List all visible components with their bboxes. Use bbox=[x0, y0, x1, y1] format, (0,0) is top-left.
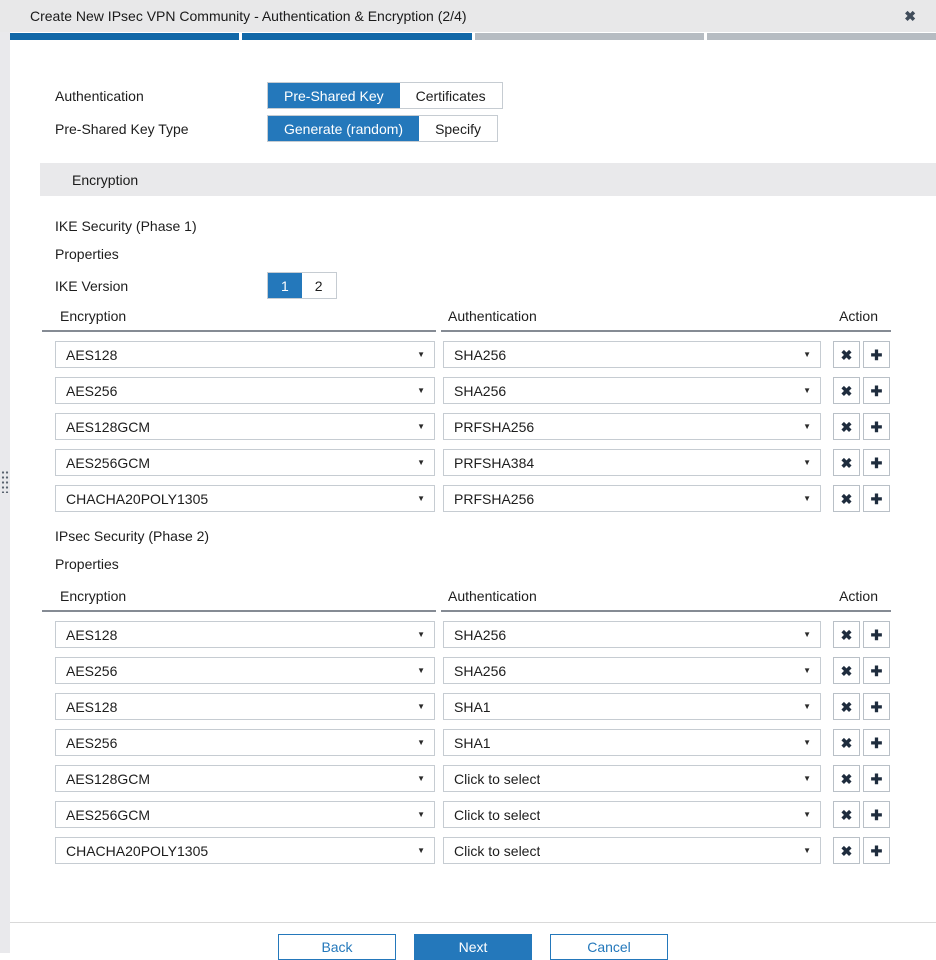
add-row-button[interactable] bbox=[863, 765, 890, 792]
phase2-table-header bbox=[42, 588, 891, 612]
phase1-column-action: Action bbox=[839, 308, 878, 324]
encryption-dropdown[interactable] bbox=[55, 485, 435, 512]
chevron-down-icon: ▼ bbox=[803, 630, 811, 639]
encryption-value: AES256 bbox=[66, 382, 118, 399]
remove-icon: ✖ bbox=[840, 734, 853, 751]
remove-icon: ✖ bbox=[840, 454, 853, 471]
chevron-down-icon: ▼ bbox=[417, 846, 425, 855]
table-row bbox=[55, 485, 936, 512]
encryption-value: AES128 bbox=[66, 346, 118, 363]
phase1-header-right bbox=[441, 308, 891, 332]
encryption-value: CHACHA20POLY1305 bbox=[66, 842, 209, 859]
chevron-down-icon: ▼ bbox=[417, 702, 425, 711]
add-icon: ✚ bbox=[870, 734, 883, 751]
back-button[interactable]: Back bbox=[278, 934, 396, 960]
add-row-button[interactable] bbox=[863, 341, 890, 368]
footer-divider bbox=[10, 922, 936, 923]
chevron-down-icon: ▼ bbox=[417, 458, 425, 467]
remove-icon: ✖ bbox=[840, 842, 853, 859]
remove-icon: ✖ bbox=[840, 382, 853, 399]
table-row bbox=[55, 837, 936, 864]
encryption-value: AES128GCM bbox=[66, 770, 151, 787]
phase2-column-authentication: Authentication bbox=[448, 588, 537, 604]
remove-row-button[interactable] bbox=[833, 693, 860, 720]
table-row bbox=[55, 729, 936, 756]
authentication-value: SHA256 bbox=[454, 626, 507, 643]
add-row-button[interactable] bbox=[863, 657, 890, 684]
authentication-dropdown[interactable] bbox=[443, 837, 821, 864]
table-row bbox=[55, 657, 936, 684]
remove-row-button[interactable] bbox=[833, 341, 860, 368]
remove-row-button[interactable] bbox=[833, 657, 860, 684]
chevron-down-icon: ▼ bbox=[417, 738, 425, 747]
encryption-value: AES128 bbox=[66, 626, 118, 643]
add-icon: ✚ bbox=[870, 382, 883, 399]
remove-row-button[interactable] bbox=[833, 801, 860, 828]
add-row-button[interactable] bbox=[863, 801, 890, 828]
chevron-down-icon: ▼ bbox=[803, 494, 811, 503]
encryption-section-header bbox=[40, 163, 936, 196]
progress-step-3 bbox=[475, 33, 704, 40]
wizard-progress bbox=[10, 33, 936, 40]
phase2-table bbox=[10, 621, 936, 864]
phase2-column-action: Action bbox=[839, 588, 878, 604]
chevron-down-icon: ▼ bbox=[803, 386, 811, 395]
encryption-value: AES256 bbox=[66, 662, 118, 679]
authentication-dropdown[interactable] bbox=[443, 657, 821, 684]
remove-row-button[interactable] bbox=[833, 765, 860, 792]
footer-buttons bbox=[10, 934, 936, 960]
ike-version-label: IKE Version bbox=[55, 277, 129, 294]
ike-version-row bbox=[55, 272, 936, 299]
authentication-dropdown[interactable] bbox=[443, 449, 821, 476]
ike-version-toggle bbox=[267, 272, 337, 299]
encryption-dropdown[interactable] bbox=[55, 377, 435, 404]
chevron-down-icon: ▼ bbox=[803, 702, 811, 711]
chevron-down-icon: ▼ bbox=[803, 422, 811, 431]
authentication-dropdown[interactable] bbox=[443, 341, 821, 368]
add-row-button[interactable] bbox=[863, 377, 890, 404]
authentication-option-pre-shared-key[interactable]: Pre-Shared Key bbox=[268, 83, 400, 108]
authentication-dropdown[interactable] bbox=[443, 693, 821, 720]
add-row-button[interactable] bbox=[863, 729, 890, 756]
encryption-dropdown[interactable] bbox=[55, 729, 435, 756]
table-row bbox=[55, 413, 936, 440]
remove-row-button[interactable] bbox=[833, 377, 860, 404]
add-icon: ✚ bbox=[870, 490, 883, 507]
authentication-dropdown[interactable] bbox=[443, 485, 821, 512]
chevron-down-icon: ▼ bbox=[417, 386, 425, 395]
close-icon: ✖ bbox=[904, 8, 916, 24]
encryption-value: CHACHA20POLY1305 bbox=[66, 490, 209, 507]
ike-version-option-2[interactable]: 2 bbox=[302, 273, 336, 298]
add-icon: ✚ bbox=[870, 698, 883, 715]
left-gutter bbox=[0, 32, 10, 953]
ike-version-option-1[interactable]: 1 bbox=[268, 273, 302, 298]
phase2-title: IPsec Security (Phase 2) bbox=[55, 528, 210, 544]
authentication-value: Click to select bbox=[454, 842, 541, 859]
add-row-button[interactable] bbox=[863, 837, 890, 864]
remove-row-button[interactable] bbox=[833, 485, 860, 512]
remove-icon: ✖ bbox=[840, 490, 853, 507]
remove-icon: ✖ bbox=[840, 806, 853, 823]
next-button[interactable]: Next bbox=[414, 934, 532, 960]
chevron-down-icon: ▼ bbox=[803, 810, 811, 819]
phase2-header-right bbox=[441, 588, 891, 612]
phase1-table-header bbox=[42, 308, 891, 332]
authentication-row bbox=[55, 82, 936, 109]
authentication-value: Click to select bbox=[454, 770, 541, 787]
table-row bbox=[55, 449, 936, 476]
encryption-dropdown[interactable] bbox=[55, 693, 435, 720]
authentication-value: SHA256 bbox=[454, 382, 507, 399]
remove-row-button[interactable] bbox=[833, 449, 860, 476]
psk-type-label: Pre-Shared Key Type bbox=[55, 120, 189, 137]
remove-row-button[interactable] bbox=[833, 621, 860, 648]
chevron-down-icon: ▼ bbox=[417, 350, 425, 359]
chevron-down-icon: ▼ bbox=[803, 738, 811, 747]
progress-step-4 bbox=[707, 33, 936, 40]
chevron-down-icon: ▼ bbox=[417, 666, 425, 675]
chevron-down-icon: ▼ bbox=[417, 630, 425, 639]
authentication-toggle bbox=[267, 82, 503, 109]
psk-type-row bbox=[55, 115, 936, 142]
chevron-down-icon: ▼ bbox=[417, 774, 425, 783]
table-row bbox=[55, 621, 936, 648]
authentication-option-certificates[interactable]: Certificates bbox=[400, 83, 502, 108]
authentication-dropdown[interactable] bbox=[443, 765, 821, 792]
chevron-down-icon: ▼ bbox=[803, 350, 811, 359]
add-row-button[interactable] bbox=[863, 693, 890, 720]
psk-type-option-specify[interactable]: Specify bbox=[419, 116, 497, 141]
remove-row-button[interactable] bbox=[833, 729, 860, 756]
phase1-table bbox=[10, 341, 936, 512]
encryption-dropdown[interactable] bbox=[55, 837, 435, 864]
authentication-dropdown[interactable] bbox=[443, 621, 821, 648]
dialog-titlebar bbox=[0, 0, 936, 32]
authentication-value: SHA1 bbox=[454, 734, 491, 751]
splitter-grip-icon[interactable] bbox=[1, 470, 9, 493]
remove-icon: ✖ bbox=[840, 418, 853, 435]
phase1-column-encryption: Encryption bbox=[42, 308, 436, 332]
authentication-dropdown[interactable] bbox=[443, 413, 821, 440]
table-row bbox=[55, 377, 936, 404]
table-row bbox=[55, 341, 936, 368]
add-icon: ✚ bbox=[870, 842, 883, 859]
phase2-properties-label: Properties bbox=[55, 556, 119, 572]
remove-icon: ✖ bbox=[840, 662, 853, 679]
remove-icon: ✖ bbox=[840, 770, 853, 787]
encryption-dropdown[interactable] bbox=[55, 413, 435, 440]
chevron-down-icon: ▼ bbox=[803, 846, 811, 855]
chevron-down-icon: ▼ bbox=[803, 458, 811, 467]
authentication-dropdown[interactable] bbox=[443, 377, 821, 404]
encryption-dropdown[interactable] bbox=[55, 341, 435, 368]
authentication-value: SHA1 bbox=[454, 698, 491, 715]
dialog-content bbox=[10, 82, 936, 960]
phase1-properties-label: Properties bbox=[55, 246, 119, 262]
add-icon: ✚ bbox=[870, 806, 883, 823]
add-icon: ✚ bbox=[870, 418, 883, 435]
progress-step-1 bbox=[10, 33, 239, 40]
add-row-button[interactable] bbox=[863, 413, 890, 440]
encryption-value: AES256GCM bbox=[66, 806, 151, 823]
add-icon: ✚ bbox=[870, 346, 883, 363]
table-row bbox=[55, 693, 936, 720]
table-row bbox=[55, 765, 936, 792]
authentication-value: Click to select bbox=[454, 806, 541, 823]
authentication-value: PRFSHA256 bbox=[454, 418, 535, 435]
authentication-value: SHA256 bbox=[454, 346, 507, 363]
add-icon: ✚ bbox=[870, 454, 883, 471]
chevron-down-icon: ▼ bbox=[417, 494, 425, 503]
encryption-value: AES128 bbox=[66, 698, 118, 715]
add-row-button[interactable] bbox=[863, 485, 890, 512]
phase2-column-encryption: Encryption bbox=[42, 588, 436, 612]
encryption-section-title: Encryption bbox=[72, 171, 139, 188]
add-row-button[interactable] bbox=[863, 621, 890, 648]
add-icon: ✚ bbox=[870, 626, 883, 643]
psk-type-toggle bbox=[267, 115, 498, 142]
authentication-dropdown[interactable] bbox=[443, 729, 821, 756]
encryption-dropdown[interactable] bbox=[55, 449, 435, 476]
authentication-value: SHA256 bbox=[454, 662, 507, 679]
dialog-title: Create New IPsec VPN Community - Authentication & Encryption (2/4) bbox=[30, 8, 467, 24]
authentication-dropdown[interactable] bbox=[443, 801, 821, 828]
cancel-button[interactable]: Cancel bbox=[550, 934, 668, 960]
encryption-dropdown[interactable] bbox=[55, 801, 435, 828]
encryption-dropdown[interactable] bbox=[55, 621, 435, 648]
authentication-value: PRFSHA256 bbox=[454, 490, 535, 507]
encryption-value: AES128GCM bbox=[66, 418, 151, 435]
table-row bbox=[55, 801, 936, 828]
remove-row-button[interactable] bbox=[833, 413, 860, 440]
remove-icon: ✖ bbox=[840, 698, 853, 715]
encryption-dropdown[interactable] bbox=[55, 657, 435, 684]
chevron-down-icon: ▼ bbox=[803, 666, 811, 675]
phase1-column-authentication: Authentication bbox=[448, 308, 537, 324]
close-button[interactable] bbox=[904, 9, 916, 23]
encryption-value: AES256 bbox=[66, 734, 118, 751]
add-icon: ✚ bbox=[870, 770, 883, 787]
progress-step-2 bbox=[242, 33, 471, 40]
chevron-down-icon: ▼ bbox=[803, 774, 811, 783]
remove-row-button[interactable] bbox=[833, 837, 860, 864]
encryption-value: AES256GCM bbox=[66, 454, 151, 471]
psk-type-option-generate[interactable]: Generate (random) bbox=[268, 116, 419, 141]
authentication-value: PRFSHA384 bbox=[454, 454, 535, 471]
remove-icon: ✖ bbox=[840, 346, 853, 363]
add-icon: ✚ bbox=[870, 662, 883, 679]
chevron-down-icon: ▼ bbox=[417, 810, 425, 819]
add-row-button[interactable] bbox=[863, 449, 890, 476]
remove-icon: ✖ bbox=[840, 626, 853, 643]
phase1-title: IKE Security (Phase 1) bbox=[55, 218, 197, 234]
chevron-down-icon: ▼ bbox=[417, 422, 425, 431]
encryption-dropdown[interactable] bbox=[55, 765, 435, 792]
authentication-label: Authentication bbox=[55, 87, 144, 104]
